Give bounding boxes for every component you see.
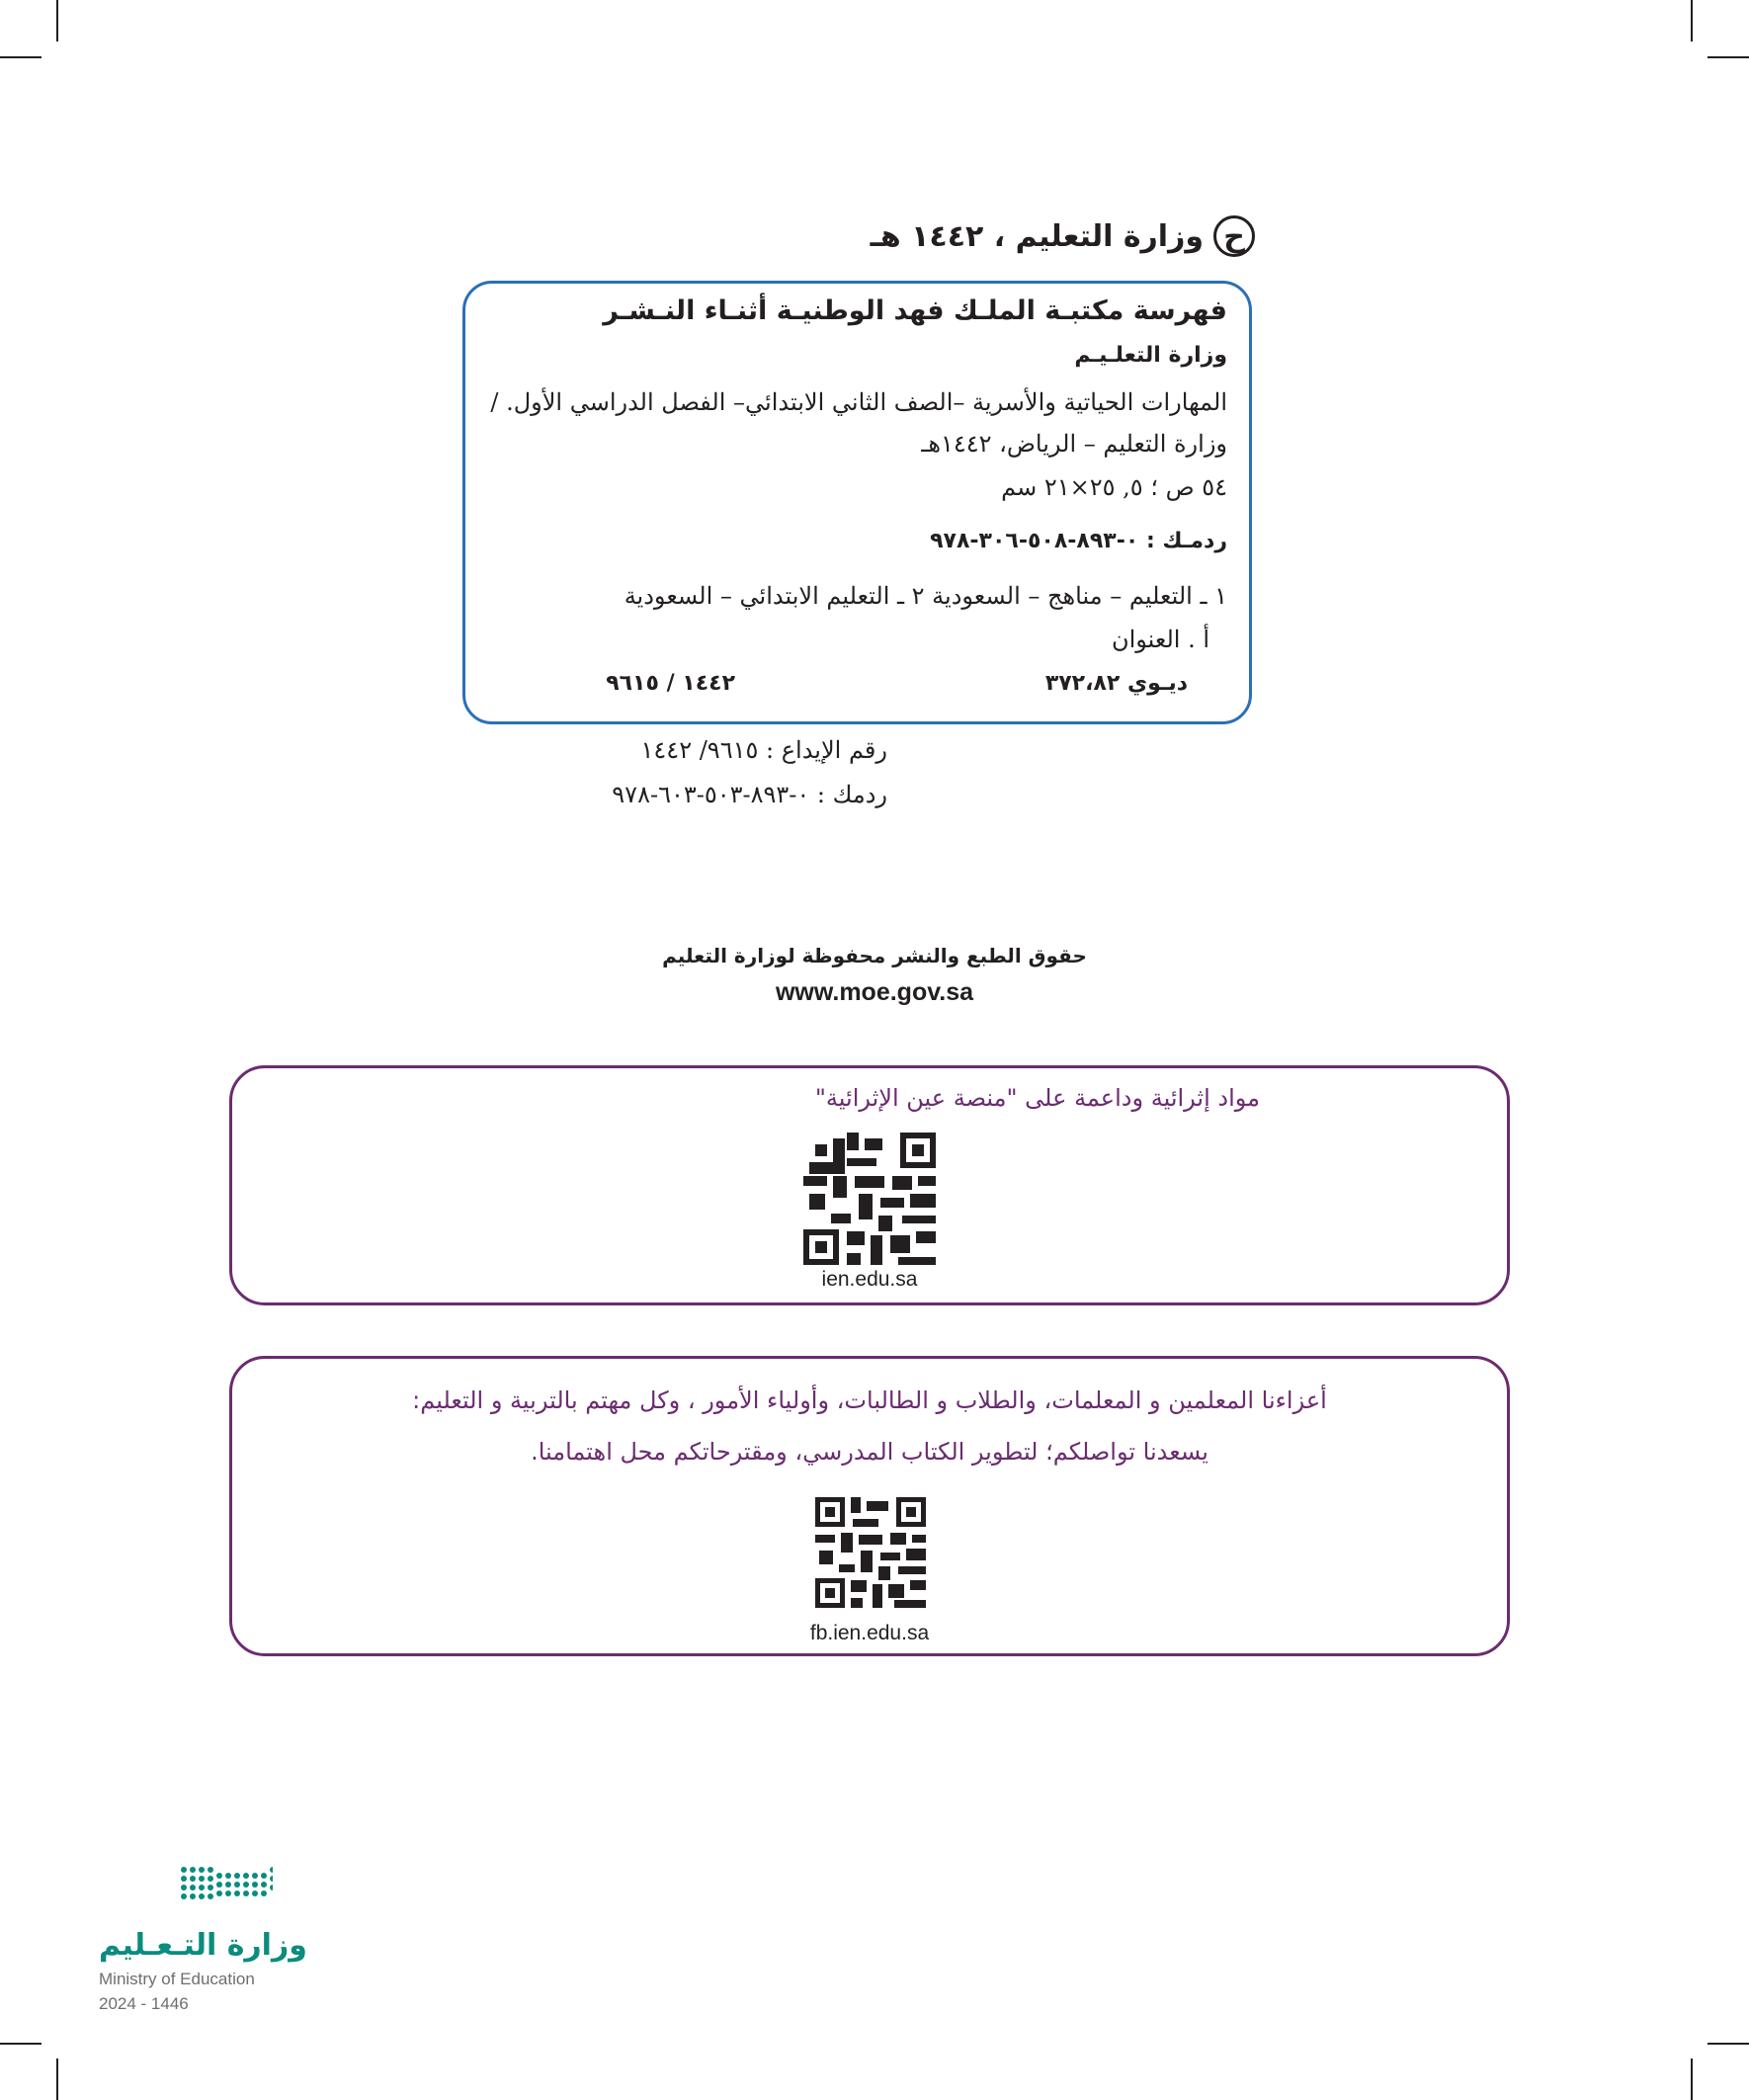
logo-arabic-text: وزارة التـعـليم (99, 1928, 307, 1963)
feedback-qr-code-icon[interactable] (815, 1497, 926, 1608)
crop-mark (0, 56, 42, 58)
logo-dot (208, 1885, 213, 1890)
crop-mark (1707, 2043, 1749, 2045)
logo-dot (261, 1873, 267, 1879)
crop-mark (56, 0, 58, 42)
catalog-subjects: ١ ـ التعليم – مناهج – السعودية ٢ ـ التعليم الابتدائي – السعودية (624, 582, 1227, 610)
copyright-line (871, 215, 1255, 257)
catalog-description-line2: وزارة التعليم – الرياض، ١٤٤٢هـ (921, 430, 1227, 458)
logo-dot (252, 1890, 258, 1896)
catalog-description-line1: المهارات الحياتية والأسرية –الصف الثاني الابتدائي– الفصل الدراسي الأول. / (490, 388, 1227, 416)
crop-mark (56, 2058, 58, 2100)
logo-dot (270, 1867, 273, 1873)
catalog-isbn: ردمـك : ٠-٨٩٣-٥٠٨-٣٠٦-٩٧٨ (930, 529, 1227, 553)
logo-dot (225, 1890, 231, 1896)
catalog-dewey: ديـوي ٣٧٢،٨٢ (1044, 671, 1188, 696)
logo-dot (181, 1876, 187, 1882)
logo-dot (270, 1876, 273, 1882)
logo-dot (181, 1867, 187, 1873)
enrichment-qr-code-icon[interactable] (803, 1133, 936, 1265)
catalog-box (462, 281, 1252, 724)
logo-dot (216, 1873, 222, 1879)
catalog-author: وزارة التعلـيـم (1074, 343, 1227, 368)
feedback-url[interactable]: fb.ien.edu.sa (809, 1622, 930, 1644)
deposit-isbn: ردمك : ٠-٨٩٣-٥٠٣-٦٠٣-٩٧٨ (612, 781, 887, 808)
logo-dot (199, 1893, 205, 1899)
logo-dot (216, 1890, 222, 1896)
logo-dot (216, 1882, 222, 1888)
logo-dot (190, 1876, 196, 1882)
enrichment-box (229, 1065, 1510, 1305)
logo-dot (208, 1876, 213, 1882)
logo-dot (181, 1893, 187, 1899)
logo-dot (190, 1893, 196, 1899)
catalog-deposit-short: ١٤٤٢ / ٩٦١٥ (606, 671, 735, 696)
logo-dot (225, 1873, 231, 1879)
crop-mark (0, 2043, 42, 2045)
feedback-box (229, 1356, 1510, 1656)
logo-dot (208, 1893, 213, 1899)
logo-dot (190, 1867, 196, 1873)
enrichment-url[interactable]: ien.edu.sa (821, 1268, 918, 1291)
logo-dot (270, 1885, 273, 1890)
logo-dot (252, 1873, 258, 1879)
website-link[interactable]: www.moe.gov.sa (775, 978, 974, 1006)
logo-dot (234, 1873, 240, 1879)
logo-year-text: 2024 - 1446 (99, 1994, 189, 2013)
rights-notice: حقوق الطبع والنشر محفوظة لوزارة التعليم (662, 944, 1087, 967)
crop-mark (1691, 0, 1693, 42)
logo-dot (199, 1876, 205, 1882)
catalog-title: فهرسة مكتبـة الملـك فهد الوطنيـة أثنـاء النـشـر (603, 295, 1227, 326)
logo-dot (225, 1882, 231, 1888)
feedback-line2: يسعدنا تواصلكم؛ لتطوير الكتاب المدرسي، ومقترحاتكم محل اهتمامنا. (531, 1438, 1208, 1466)
enrichment-text: مواد إثرائية وداعمة على "منصة عين الإثرائية" (814, 1084, 1260, 1112)
logo-dot (243, 1882, 249, 1888)
logo-dot (181, 1885, 187, 1890)
logo-dot (208, 1867, 213, 1873)
crop-mark (1707, 56, 1749, 58)
copyright-text: وزارة التعليم ، ١٤٤٢ هـ (870, 218, 1204, 254)
logo-dot (261, 1890, 267, 1896)
logo-dot (234, 1882, 240, 1888)
logo-dot (199, 1867, 205, 1873)
logo-dot (243, 1873, 249, 1879)
logo-dot (190, 1885, 196, 1890)
logo-dot (199, 1885, 205, 1890)
copyright-symbol: ح (1213, 215, 1255, 257)
catalog-title-entry: أ . العنوان (1111, 626, 1209, 653)
logo-dot (243, 1890, 249, 1896)
catalog-pages-size: ٥٤ ص ؛ ٥, ٢٥×٢١ سم (1001, 473, 1227, 501)
logo-dot (261, 1882, 267, 1888)
logo-dot (234, 1890, 240, 1896)
logo-dot (252, 1882, 258, 1888)
crop-mark (1691, 2058, 1693, 2100)
logo-english-text: Ministry of Education (99, 1970, 255, 1988)
feedback-line1: أعزاءنا المعلمين و المعلمات، والطلاب و الطالبات، وأولياء الأمور ، وكل مهتم بالتربية و التعليم: (412, 1386, 1327, 1414)
deposit-number: رقم الإيداع : ٩٦١٥/ ١٤٤٢ (640, 736, 887, 764)
